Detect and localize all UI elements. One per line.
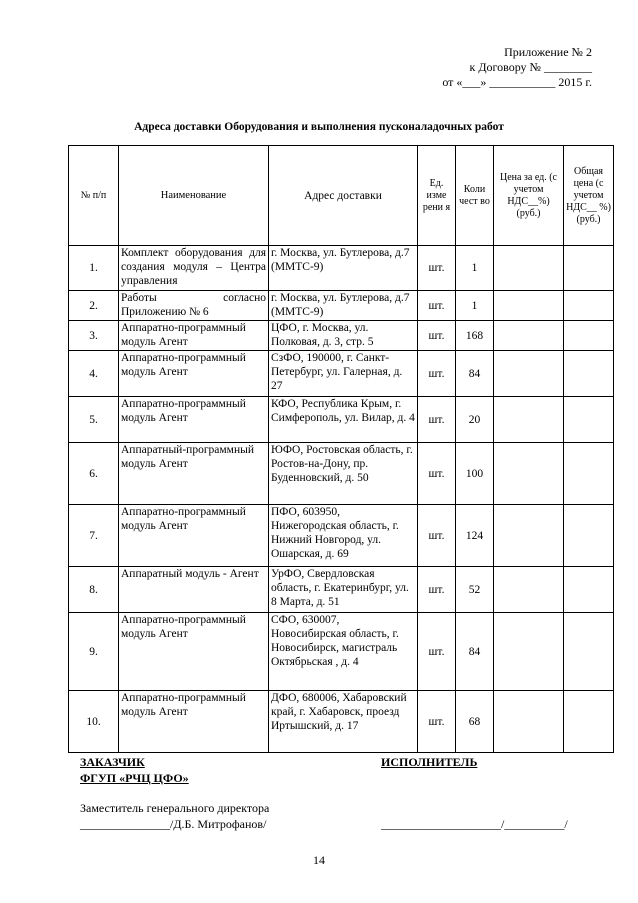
row-name: Аппаратно-программный модуль Агент — [119, 613, 269, 691]
annex-header — [442, 45, 592, 90]
row-total — [564, 351, 614, 397]
row-price — [494, 443, 564, 505]
table-row — [69, 246, 614, 291]
contract-ref: к Договору № ________ — [469, 60, 592, 74]
table-row — [69, 397, 614, 443]
row-price — [494, 691, 564, 753]
row-num: 8. — [69, 567, 119, 613]
row-qty: 52 — [456, 567, 494, 613]
row-price — [494, 567, 564, 613]
header-price: Цена за ед. (с учетом НДС__%) (руб.) — [494, 146, 564, 246]
table-row — [69, 567, 614, 613]
row-name: Работы согласно Приложению № 6 — [119, 291, 269, 321]
row-num: 4. — [69, 351, 119, 397]
row-address: УрФО, Свердловская область, г. Екатеринбург, ул. 8 Марта, д. 51 — [269, 567, 418, 613]
row-price — [494, 505, 564, 567]
header-total: Общая цена (с учетом НДС__ %) (руб.) — [564, 146, 614, 246]
row-price — [494, 613, 564, 691]
row-unit: шт. — [418, 321, 456, 351]
row-unit: шт. — [418, 613, 456, 691]
row-num: 9. — [69, 613, 119, 691]
row-qty: 1 — [456, 291, 494, 321]
row-num: 1. — [69, 246, 119, 291]
row-qty: 1 — [456, 246, 494, 291]
row-unit: шт. — [418, 567, 456, 613]
row-name: Аппаратно-программный модуль Агент — [119, 691, 269, 753]
header-unit: Ед. изме рени я — [418, 146, 456, 246]
header-address: Адрес доставки — [269, 146, 418, 246]
row-name: Аппаратно-программный модуль Агент — [119, 321, 269, 351]
customer-org: ФГУП «РЧЦ ЦФО» — [80, 771, 189, 785]
table-row — [69, 691, 614, 753]
row-total — [564, 397, 614, 443]
header-qty: Коли чест во — [456, 146, 494, 246]
row-qty: 84 — [456, 351, 494, 397]
row-total — [564, 443, 614, 505]
row-total — [564, 291, 614, 321]
row-qty: 20 — [456, 397, 494, 443]
row-num: 10. — [69, 691, 119, 753]
row-num: 2. — [69, 291, 119, 321]
row-address: г. Москва, ул. Бутлерова, д.7 (ММТС-9) — [269, 291, 418, 321]
row-name: Аппаратно-программный модуль Агент — [119, 505, 269, 567]
row-address: ПФО, 603950, Нижегородская область, г. Нижний Новгород, ул. Ошарская, д. 69 — [269, 505, 418, 567]
row-name: Аппаратный-программный модуль Агент — [119, 443, 269, 505]
row-price — [494, 397, 564, 443]
table-row — [69, 613, 614, 691]
row-total — [564, 505, 614, 567]
table-row — [69, 321, 614, 351]
table-row — [69, 291, 614, 321]
annex-number: Приложение № 2 — [504, 45, 592, 59]
row-price — [494, 246, 564, 291]
row-address: ДФО, 680006, Хабаровский край, г. Хабаровск, проезд Иртышский, д. 17 — [269, 691, 418, 753]
contractor-sign-line: ____________________/__________/ — [381, 817, 568, 831]
row-total — [564, 691, 614, 753]
row-total — [564, 321, 614, 351]
customer-position: Заместитель генерального директора — [80, 801, 270, 815]
row-unit: шт. — [418, 291, 456, 321]
row-name: Аппаратно-программный модуль Агент — [119, 351, 269, 397]
row-num: 7. — [69, 505, 119, 567]
header-num: № п/п — [69, 146, 119, 246]
contractor-label: ИСПОЛНИТЕЛЬ — [381, 755, 478, 769]
row-qty: 100 — [456, 443, 494, 505]
row-num: 6. — [69, 443, 119, 505]
table-header-row — [69, 146, 614, 246]
row-unit: шт. — [418, 691, 456, 753]
row-unit: шт. — [418, 397, 456, 443]
row-price — [494, 321, 564, 351]
row-name: Комплект оборудования для создания модуля – Центра управления — [119, 246, 269, 291]
row-num: 3. — [69, 321, 119, 351]
row-qty: 124 — [456, 505, 494, 567]
row-address: СзФО, 190000, г. Санкт-Петербург, ул. Галерная, д. 27 — [269, 351, 418, 397]
contract-date: от «___» ___________ 2015 г. — [442, 75, 592, 89]
document-title: Адреса доставки Оборудования и выполнения пусконаладочных работ — [134, 121, 504, 133]
row-total — [564, 246, 614, 291]
row-address: КФО, Республика Крым, г. Симферополь, ул. Вилар, д. 4 — [269, 397, 418, 443]
header-name: Наименование — [119, 146, 269, 246]
row-qty: 168 — [456, 321, 494, 351]
row-name: Аппаратный модуль - Агент — [119, 567, 269, 613]
row-qty: 68 — [456, 691, 494, 753]
row-address: ЮФО, Ростовская область, г. Ростов-на-Дону, пр. Буденновский, д. 50 — [269, 443, 418, 505]
row-name: Аппаратно-программный модуль Агент — [119, 397, 269, 443]
row-total — [564, 613, 614, 691]
table-row — [69, 505, 614, 567]
row-total — [564, 567, 614, 613]
row-qty: 84 — [456, 613, 494, 691]
row-unit: шт. — [418, 246, 456, 291]
row-unit: шт. — [418, 505, 456, 567]
row-address: ЦФО, г. Москва, ул. Полковая, д. 3, стр. 5 — [269, 321, 418, 351]
customer-label: ЗАКАЗЧИК — [80, 755, 145, 769]
delivery-table — [68, 145, 614, 753]
page-number: 14 — [313, 853, 325, 867]
row-unit: шт. — [418, 351, 456, 397]
row-address: г. Москва, ул. Бутлерова, д.7 (ММТС-9) — [269, 246, 418, 291]
row-price — [494, 291, 564, 321]
row-address: СФО, 630007, Новосибирская область, г. Новосибирск, магистраль Октябрьская , д. 4 — [269, 613, 418, 691]
row-num: 5. — [69, 397, 119, 443]
table-row — [69, 443, 614, 505]
row-price — [494, 351, 564, 397]
table-row — [69, 351, 614, 397]
row-unit: шт. — [418, 443, 456, 505]
customer-sign-line: _______________/Д.Б. Митрофанов/ — [80, 817, 267, 831]
